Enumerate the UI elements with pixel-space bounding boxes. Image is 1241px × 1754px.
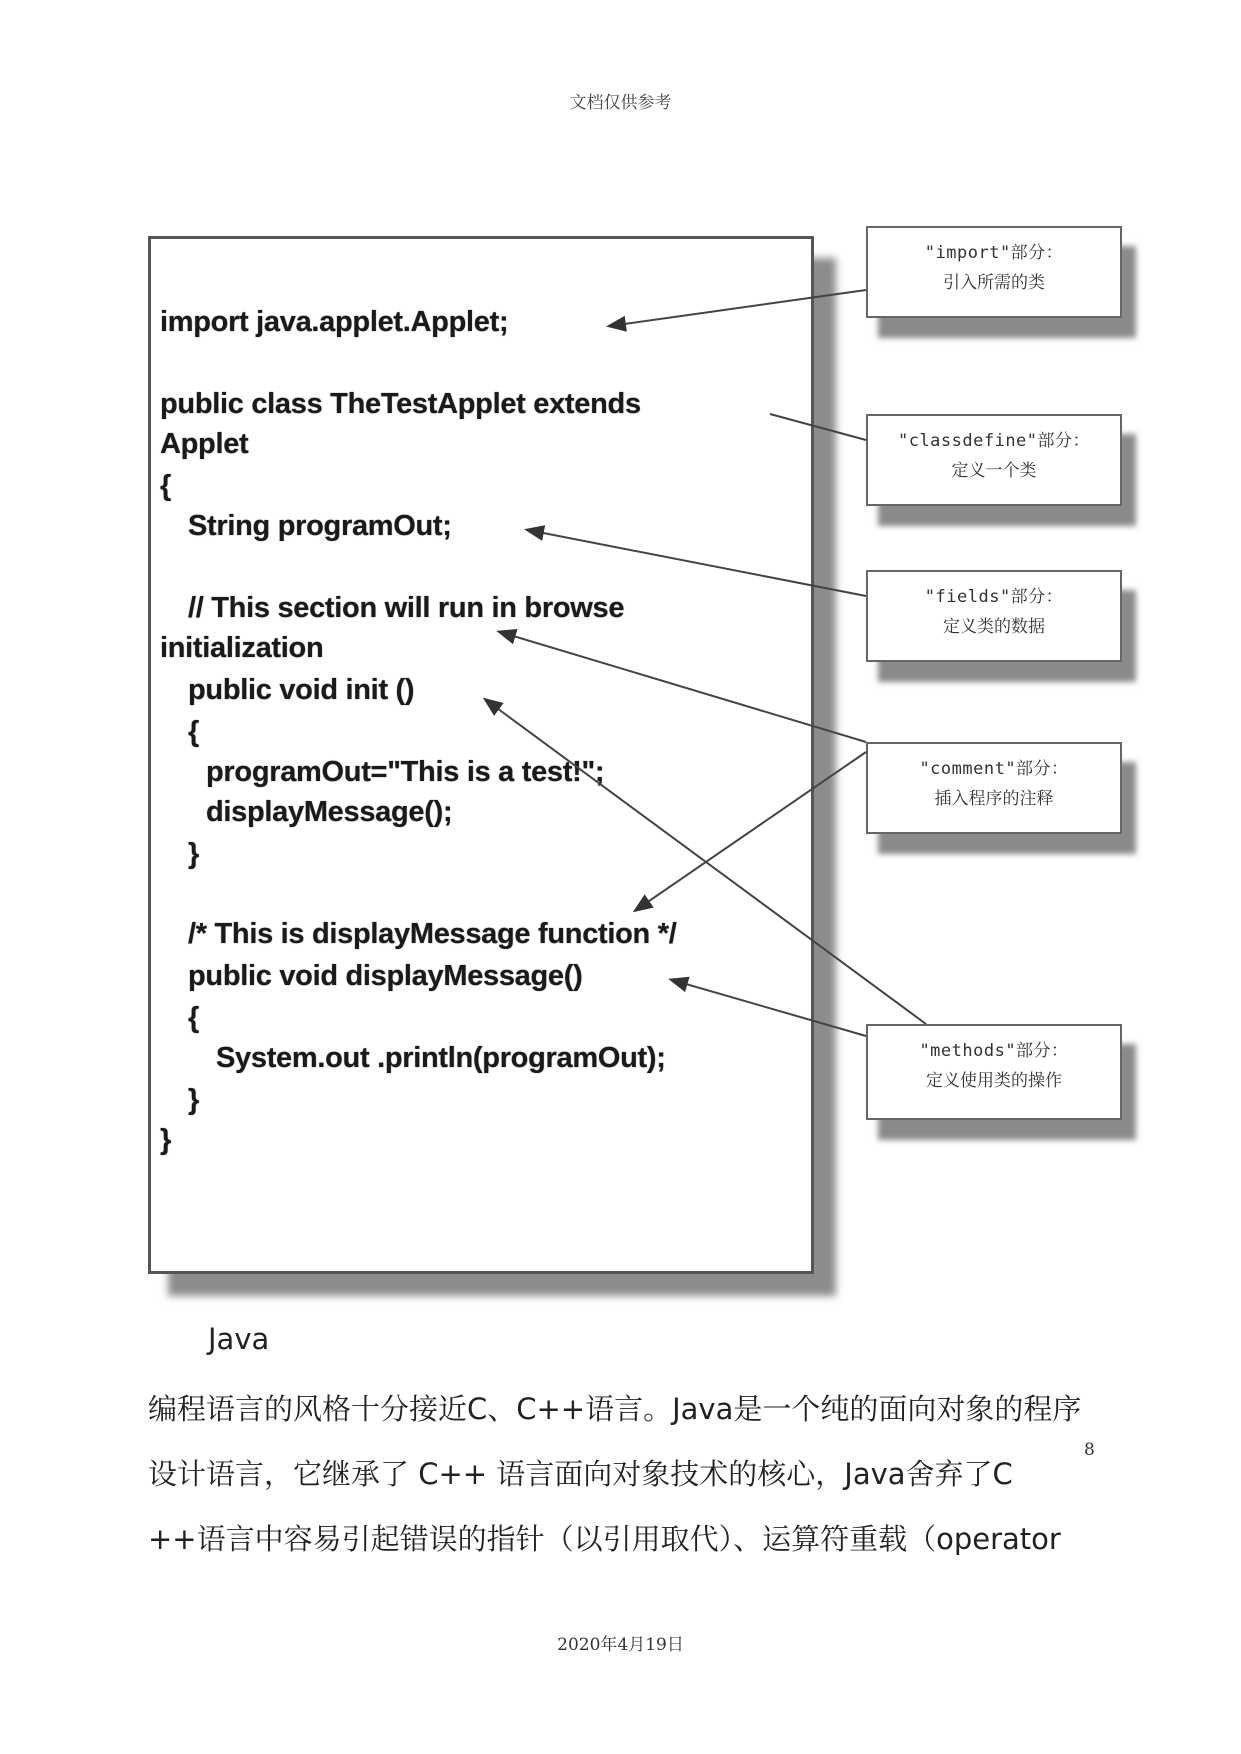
callout-keyword: "methods"部分： bbox=[919, 1041, 1069, 1061]
callout-description: 定义使用类的操作 bbox=[926, 1071, 1062, 1091]
code-line: } bbox=[188, 838, 199, 870]
paragraph-line: 编程语言的风格十分接近C、C++语言。Java是一个纯的面向对象的程序 bbox=[148, 1392, 1082, 1426]
code-line: public class TheTestApplet extends bbox=[160, 388, 641, 420]
code-line: { bbox=[188, 1002, 199, 1034]
arrow-methods-init bbox=[486, 700, 926, 1024]
code-line: // This section will run in browse bbox=[188, 592, 625, 624]
code-line: Applet bbox=[160, 428, 249, 460]
page-footer-date: 2020年4月19日 bbox=[557, 1635, 684, 1655]
code-line: { bbox=[160, 470, 171, 502]
paragraph-line: ++语言中容易引起错误的指针（以引用取代）、运算符重载（operator bbox=[148, 1522, 1061, 1556]
page-header: 文档仅供参考 bbox=[569, 93, 672, 113]
arrow-import bbox=[610, 290, 866, 326]
code-line: public void displayMessage() bbox=[188, 960, 583, 992]
callout-description: 插入程序的注释 bbox=[934, 789, 1054, 809]
code-line: programOut="This is a test!"; bbox=[206, 756, 605, 788]
paragraph-line: 设计语言，它继承了 C++ 语言面向对象技术的核心，Java舍弃了C bbox=[148, 1457, 1013, 1491]
code-line: /* This is displayMessage function */ bbox=[188, 918, 677, 950]
code-line: { bbox=[188, 716, 199, 748]
code-line: System.out .println(programOut); bbox=[216, 1042, 666, 1074]
paragraph-line: Java bbox=[208, 1322, 270, 1356]
code-line: import java.applet.Applet; bbox=[160, 306, 509, 338]
arrow-comment-lower bbox=[636, 752, 866, 910]
code-line: displayMessage(); bbox=[206, 796, 453, 828]
code-line: } bbox=[188, 1084, 199, 1116]
callout-description: 定义类的数据 bbox=[943, 617, 1045, 637]
code-line: initialization bbox=[160, 632, 324, 664]
arrow-methods-display bbox=[672, 980, 866, 1036]
page-number: 8 bbox=[1084, 1440, 1095, 1460]
callout-keyword: "fields"部分： bbox=[924, 587, 1064, 607]
callout-keyword: "comment"部分： bbox=[919, 759, 1069, 779]
code-line: String programOut; bbox=[188, 510, 452, 542]
callout-keyword: "import"部分： bbox=[924, 243, 1064, 263]
arrow-fields bbox=[528, 530, 866, 596]
code-line: public void init () bbox=[188, 674, 415, 706]
arrow-comment-upper bbox=[500, 632, 866, 742]
code-line: } bbox=[160, 1124, 171, 1156]
callout-description: 引入所需的类 bbox=[943, 273, 1045, 293]
arrow-classdefine bbox=[770, 414, 866, 440]
callout-keyword: "classdefine"部分： bbox=[897, 431, 1091, 451]
callout-description: 定义一个类 bbox=[951, 461, 1037, 481]
